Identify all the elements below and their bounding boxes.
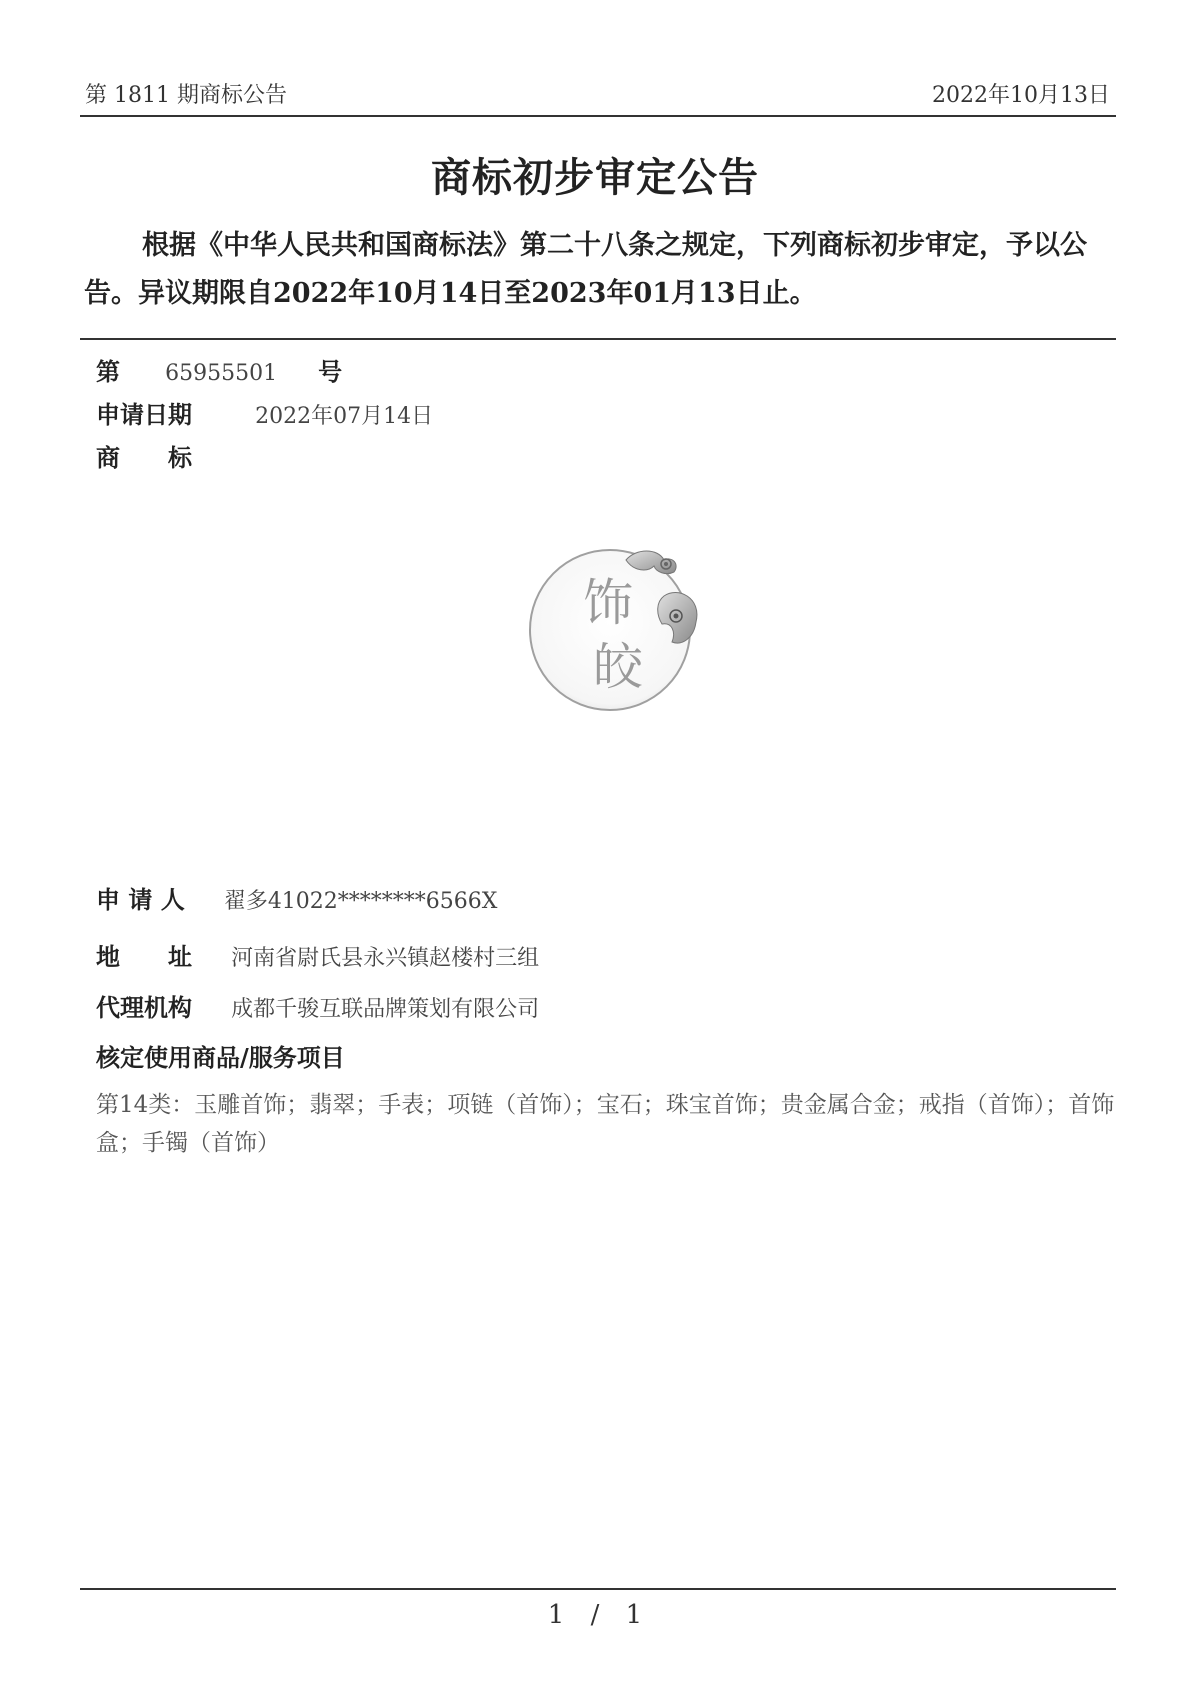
mark-label: 商 标	[96, 443, 192, 472]
page-title: 商标初步审定公告	[431, 154, 759, 201]
registration-number-prefix: 第	[96, 357, 120, 386]
mark-character-2: 皎	[593, 638, 643, 696]
mark-character-1: 饰	[583, 574, 633, 632]
header-divider	[80, 115, 1116, 117]
applicant-name: 翟多41022********6566X	[223, 889, 498, 914]
filing-date-label: 申请日期	[96, 400, 192, 429]
page-separator: /	[590, 1600, 600, 1630]
registration-number-row	[96, 352, 342, 387]
filing-date-row	[96, 395, 433, 430]
page-total: 1	[625, 1600, 643, 1630]
registration-number: 65955501	[165, 361, 278, 386]
address-value: 河南省尉氏县永兴镇赵楼村三组	[231, 946, 540, 971]
goods-services-list: 第14类：玉雕首饰；翡翠；手表；项链（首饰）；宝石；珠宝首饰；贵金属合金；戒指（首饰）；首饰盒；手镯（首饰）	[96, 1092, 1115, 1156]
trademark-logo	[526, 542, 706, 722]
page-indicator	[0, 1600, 1190, 1630]
issue-number: 第 1811 期商标公告	[85, 83, 287, 108]
filing-date: 2022年07月14日	[255, 404, 434, 429]
footer-divider	[80, 1588, 1116, 1590]
agent-row	[96, 988, 539, 1023]
section-divider	[80, 338, 1116, 340]
agent-label: 代理机构	[96, 993, 192, 1022]
address-row	[96, 937, 539, 972]
address-label: 地 址	[96, 942, 192, 971]
registration-number-suffix: 号	[318, 357, 343, 386]
agent-name: 成都千骏互联品牌策划有限公司	[231, 997, 540, 1022]
announcement-intro: 根据《中华人民共和国商标法》第二十八条之规定，下列商标初步审定，予以公告。异议期限自2022年10月14日至2023年01月13日止。	[84, 230, 1087, 309]
issue-date: 2022年10月13日	[932, 83, 1110, 108]
trademark-logo-image	[526, 542, 706, 722]
page-current: 1	[547, 1600, 565, 1630]
goods-services-label: 核定使用商品/服务项目	[96, 1043, 345, 1072]
applicant-row	[96, 880, 497, 915]
applicant-label: 申 请 人	[96, 885, 185, 914]
